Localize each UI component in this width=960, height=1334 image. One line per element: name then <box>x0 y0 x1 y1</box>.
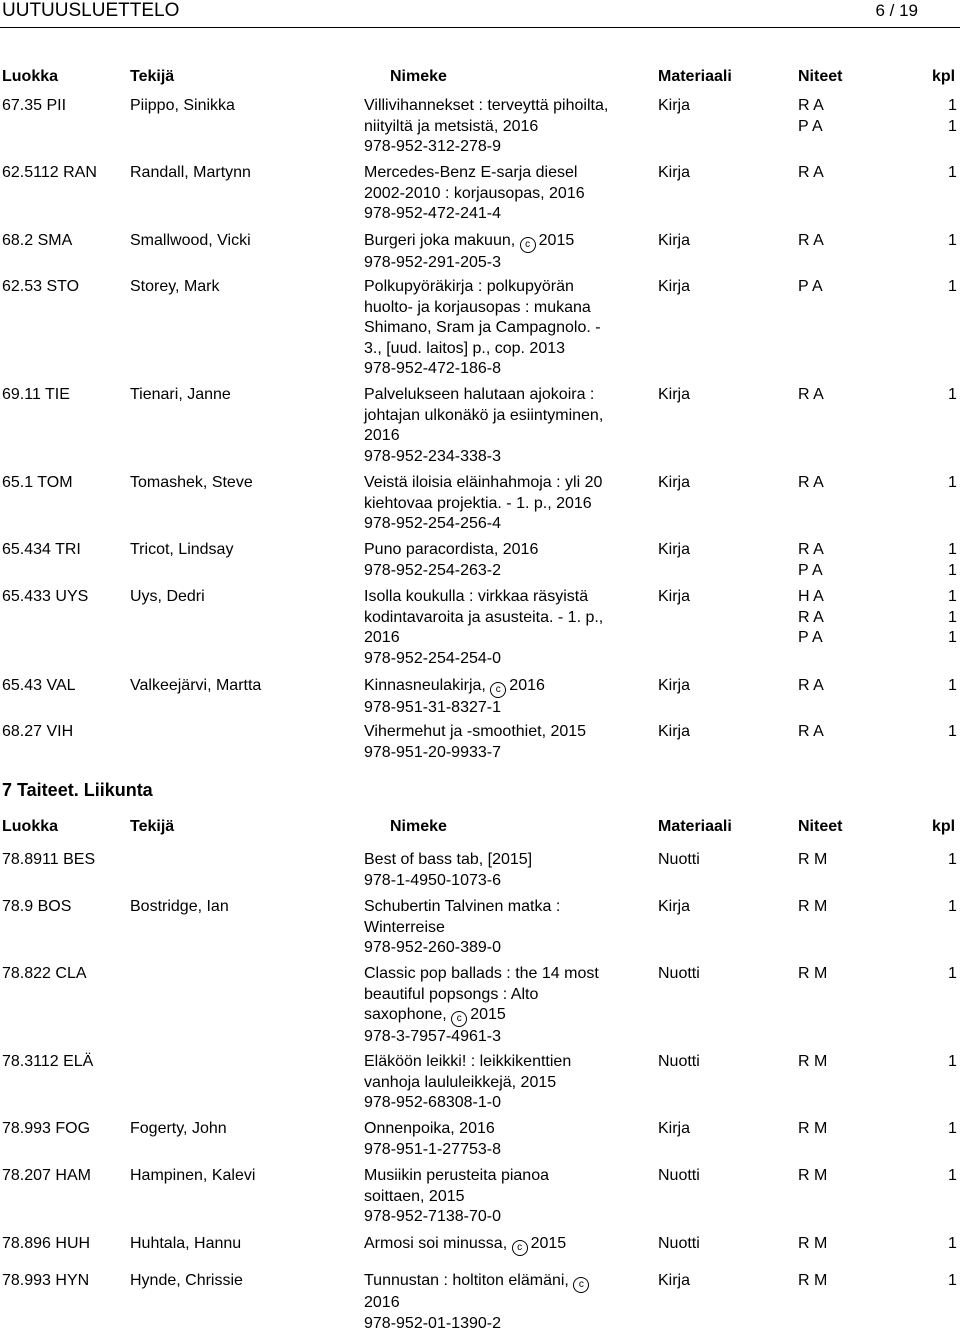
author: Tienari, Janne <box>130 385 231 406</box>
title-cell <box>364 473 649 535</box>
material: Kirja <box>658 473 690 494</box>
copies-cell <box>798 277 823 298</box>
copy-location: R M <box>798 897 827 918</box>
title-line: 2002-2010 : korjausopas, 2016 <box>364 184 649 205</box>
title-line: 978-952-472-241-4 <box>364 204 649 225</box>
title-line: 978-1-4950-1073-6 <box>364 871 649 892</box>
class-code: 78.3112 ELÄ <box>2 1052 93 1073</box>
copy-count: 1 <box>948 163 957 184</box>
copy-location: R A <box>798 608 824 629</box>
class-code: 62.53 STO <box>2 277 79 298</box>
title-line: 978-952-254-256-4 <box>364 514 649 535</box>
title-cell <box>364 1119 649 1160</box>
copy-location: R M <box>798 1271 827 1292</box>
col-materiaali: Materiaali <box>658 817 732 837</box>
title-cell <box>364 722 649 763</box>
copy-location: P A <box>798 277 823 298</box>
copy-location: R A <box>798 231 824 252</box>
copyright-icon: c <box>520 237 536 253</box>
author: Storey, Mark <box>130 277 220 298</box>
copies-cell <box>798 473 824 494</box>
col-tekija: Tekijä <box>130 817 174 837</box>
col-niteet: Niteet <box>798 67 842 87</box>
title-line: Tunnustan : holtiton elämäni, c <box>364 1271 649 1293</box>
copy-location: H A <box>798 587 824 608</box>
count-cell <box>948 722 957 743</box>
material: Kirja <box>658 897 690 918</box>
title-line: huolto- ja korjausopas : mukana <box>364 298 649 319</box>
count-cell <box>948 1271 957 1292</box>
title-cell <box>364 964 649 1048</box>
title-cell <box>364 96 649 158</box>
author: Randall, Martynn <box>130 163 251 184</box>
count-cell <box>948 1166 957 1187</box>
author: Uys, Dedri <box>130 587 205 608</box>
copyright-icon: c <box>490 682 506 698</box>
class-code: 78.8911 BES <box>2 850 95 871</box>
title-line: 978-952-312-278-9 <box>364 137 649 158</box>
catalog-title: UUTUUSLUETTELO <box>2 0 179 22</box>
copy-count: 1 <box>948 1234 957 1255</box>
copy-count: 1 <box>948 117 957 138</box>
class-code: 68.2 SMA <box>2 231 72 252</box>
title-line: johtajan ulkonäkö ja esiintyminen, <box>364 406 649 427</box>
title-line: 978-952-472-186-8 <box>364 359 649 380</box>
col-nimeke: Nimeke <box>390 817 447 837</box>
copy-count: 1 <box>948 676 957 697</box>
copy-location: R A <box>798 676 824 697</box>
count-cell <box>948 587 957 649</box>
title-line: 978-952-234-338-3 <box>364 447 649 468</box>
copy-location: R A <box>798 722 824 743</box>
copy-location: R A <box>798 473 824 494</box>
material: Kirja <box>658 277 690 298</box>
title-line: Mercedes-Benz E-sarja diesel <box>364 163 649 184</box>
title-line: 3., [uud. laitos] p., cop. 2013 <box>364 339 649 360</box>
title-line: 978-952-01-1390-2 <box>364 1314 649 1334</box>
title-cell <box>364 1052 649 1114</box>
title-line: 978-952-260-389-0 <box>364 938 649 959</box>
copy-count: 1 <box>948 628 957 649</box>
copies-cell <box>798 96 824 137</box>
class-code: 78.896 HUH <box>2 1234 90 1255</box>
title-line: 2016 <box>364 426 649 447</box>
copy-location: R M <box>798 1166 827 1187</box>
material: Nuotti <box>658 964 700 985</box>
title-cell <box>364 1234 649 1256</box>
title-cell <box>364 850 649 891</box>
copy-location: R M <box>798 964 827 985</box>
material: Kirja <box>658 385 690 406</box>
copy-count: 1 <box>948 587 957 608</box>
title-line: Onnenpoika, 2016 <box>364 1119 649 1140</box>
material: Kirja <box>658 587 690 608</box>
title-cell <box>364 231 649 274</box>
column-header-2 <box>0 817 960 837</box>
material: Kirja <box>658 540 690 561</box>
count-cell <box>948 1052 957 1073</box>
title-cell <box>364 1271 649 1334</box>
material: Nuotti <box>658 1052 700 1073</box>
count-cell <box>948 850 957 871</box>
author: Hampinen, Kalevi <box>130 1166 255 1187</box>
copy-count: 1 <box>948 1271 957 1292</box>
copy-location: R M <box>798 1119 827 1140</box>
title-line: Winterreise <box>364 918 649 939</box>
author: Tomashek, Steve <box>130 473 253 494</box>
count-cell <box>948 964 957 985</box>
copies-cell <box>798 1166 827 1187</box>
count-cell <box>948 473 957 494</box>
title-cell <box>364 163 649 225</box>
author: Valkeejärvi, Martta <box>130 676 261 697</box>
material: Kirja <box>658 722 690 743</box>
author: Bostridge, Ian <box>130 897 229 918</box>
copy-count: 1 <box>948 561 957 582</box>
copies-cell <box>798 897 827 918</box>
copy-count: 1 <box>948 473 957 494</box>
copies-cell <box>798 1271 827 1292</box>
material: Nuotti <box>658 1234 700 1255</box>
title-cell <box>364 277 649 380</box>
title-cell <box>364 676 649 719</box>
author: Hynde, Chrissie <box>130 1271 243 1292</box>
material: Kirja <box>658 1119 690 1140</box>
copy-location: P A <box>798 628 824 649</box>
copies-cell <box>798 540 824 581</box>
title-line: vanhoja laululeikkejä, 2015 <box>364 1073 649 1094</box>
title-cell <box>364 897 649 959</box>
class-code: 65.43 VAL <box>2 676 76 697</box>
title-line: Classic pop ballads : the 14 most <box>364 964 649 985</box>
material: Kirja <box>658 163 690 184</box>
section-title: 7 Taiteet. Liikunta <box>2 780 153 801</box>
class-code: 78.822 CLA <box>2 964 87 985</box>
title-line: Eläköön leikki! : leikkikenttien <box>364 1052 649 1073</box>
copies-cell <box>798 1234 827 1255</box>
class-code: 65.434 TRI <box>2 540 81 561</box>
title-line: 978-952-7138-70-0 <box>364 1207 649 1228</box>
copies-cell <box>798 1119 827 1140</box>
title-line: Polkupyöräkirja : polkupyörän <box>364 277 649 298</box>
title-line: 978-951-20-9933-7 <box>364 743 649 764</box>
title-line: Vihermehut ja -smoothiet, 2015 <box>364 722 649 743</box>
copy-count: 1 <box>948 1119 957 1140</box>
count-cell <box>948 96 957 137</box>
copies-cell <box>798 385 824 406</box>
title-line: 978-952-254-263-2 <box>364 561 649 582</box>
copies-cell <box>798 231 824 252</box>
copy-count: 1 <box>948 1052 957 1073</box>
material: Nuotti <box>658 1166 700 1187</box>
copies-cell <box>798 722 824 743</box>
class-code: 78.207 HAM <box>2 1166 91 1187</box>
title-line: niityiltä ja metsistä, 2016 <box>364 117 649 138</box>
copy-count: 1 <box>948 722 957 743</box>
author: Smallwood, Vicki <box>130 231 251 252</box>
title-line: 978-952-291-205-3 <box>364 253 649 274</box>
page-number: 6 / 19 <box>875 0 918 22</box>
page-header <box>0 0 960 22</box>
author: Piippo, Sinikka <box>130 96 235 117</box>
title-cell <box>364 540 649 581</box>
title-line: Villivihannekset : terveyttä pihoilta, <box>364 96 649 117</box>
title-line: 978-951-31-8327-1 <box>364 698 649 719</box>
title-line: kodintavaroita ja asusteita. - 1. p., <box>364 608 649 629</box>
copy-location: R M <box>798 850 827 871</box>
class-code: 69.11 TIE <box>2 385 70 406</box>
title-line: 978-952-68308-1-0 <box>364 1093 649 1114</box>
col-kpl: kpl <box>932 67 955 87</box>
count-cell <box>948 897 957 918</box>
title-line: Isolla koukulla : virkkaa räsyistä <box>364 587 649 608</box>
material: Kirja <box>658 231 690 252</box>
material: Kirja <box>658 1271 690 1292</box>
copy-count: 1 <box>948 850 957 871</box>
count-cell <box>948 1234 957 1255</box>
copy-count: 1 <box>948 1166 957 1187</box>
title-line: 978-952-254-254-0 <box>364 649 649 670</box>
title-line: Musiikin perusteita pianoa <box>364 1166 649 1187</box>
title-line: saxophone, c 2015 <box>364 1005 649 1027</box>
copy-count: 1 <box>948 540 957 561</box>
class-code: 68.27 VIH <box>2 722 73 743</box>
title-line: kiehtovaa projektia. - 1. p., 2016 <box>364 494 649 515</box>
copy-count: 1 <box>948 96 957 117</box>
material: Kirja <box>658 676 690 697</box>
copyright-icon: c <box>451 1011 467 1027</box>
col-tekija: Tekijä <box>130 67 174 87</box>
copy-location: R M <box>798 1234 827 1255</box>
title-line: soittaen, 2015 <box>364 1187 649 1208</box>
class-code: 78.993 HYN <box>2 1271 89 1292</box>
copy-count: 1 <box>948 608 957 629</box>
count-cell <box>948 1119 957 1140</box>
title-line: Best of bass tab, [2015] <box>364 850 649 871</box>
title-line: Shimano, Sram ja Campagnolo. - <box>364 318 649 339</box>
count-cell <box>948 540 957 581</box>
copyright-icon: c <box>512 1240 528 1256</box>
material: Nuotti <box>658 850 700 871</box>
copy-location: R A <box>798 385 824 406</box>
title-cell <box>364 587 649 669</box>
class-code: 65.433 UYS <box>2 587 88 608</box>
title-line: 2016 <box>364 1293 649 1314</box>
count-cell <box>948 231 957 252</box>
copies-cell <box>798 850 827 871</box>
title-line: Schubertin Talvinen matka : <box>364 897 649 918</box>
title-line: Burgeri joka makuun, c 2015 <box>364 231 649 253</box>
copy-count: 1 <box>948 231 957 252</box>
copies-cell <box>798 964 827 985</box>
copy-location: R A <box>798 540 824 561</box>
count-cell <box>948 277 957 298</box>
col-luokka: Luokka <box>2 67 58 87</box>
class-code: 62.5112 RAN <box>2 163 97 184</box>
class-code: 78.993 FOG <box>2 1119 90 1140</box>
copy-location: R A <box>798 163 824 184</box>
class-code: 65.1 TOM <box>2 473 73 494</box>
copy-count: 1 <box>948 385 957 406</box>
copy-count: 1 <box>948 897 957 918</box>
title-line: Veistä iloisia eläinhahmoja : yli 20 <box>364 473 649 494</box>
header-divider <box>0 27 960 28</box>
copies-cell <box>798 676 824 697</box>
title-cell <box>364 1166 649 1228</box>
title-line: Puno paracordista, 2016 <box>364 540 649 561</box>
author: Huhtala, Hannu <box>130 1234 241 1255</box>
material: Kirja <box>658 96 690 117</box>
copy-location: P A <box>798 117 824 138</box>
col-kpl: kpl <box>932 817 955 837</box>
copy-count: 1 <box>948 277 957 298</box>
col-luokka: Luokka <box>2 817 58 837</box>
copy-count: 1 <box>948 964 957 985</box>
copy-location: P A <box>798 561 824 582</box>
count-cell <box>948 385 957 406</box>
title-line: 2016 <box>364 628 649 649</box>
author: Tricot, Lindsay <box>130 540 233 561</box>
count-cell <box>948 163 957 184</box>
title-line: 978-3-7957-4961-3 <box>364 1027 649 1048</box>
class-code: 67.35 PII <box>2 96 66 117</box>
count-cell <box>948 676 957 697</box>
title-line: Kinnasneulakirja, c 2016 <box>364 676 649 698</box>
title-line: 978-951-1-27753-8 <box>364 1140 649 1161</box>
title-cell <box>364 385 649 467</box>
column-header-1 <box>0 67 960 87</box>
copies-cell <box>798 1052 827 1073</box>
copyright-icon: c <box>573 1277 589 1293</box>
title-line: Palvelukseen halutaan ajokoira : <box>364 385 649 406</box>
class-code: 78.9 BOS <box>2 897 71 918</box>
copies-cell <box>798 587 824 649</box>
col-niteet: Niteet <box>798 817 842 837</box>
col-materiaali: Materiaali <box>658 67 732 87</box>
col-nimeke: Nimeke <box>390 67 447 87</box>
author: Fogerty, John <box>130 1119 227 1140</box>
copies-cell <box>798 163 824 184</box>
copy-location: R M <box>798 1052 827 1073</box>
title-line: Armosi soi minussa, c 2015 <box>364 1234 649 1256</box>
title-line: beautiful popsongs : Alto <box>364 985 649 1006</box>
copy-location: R A <box>798 96 824 117</box>
